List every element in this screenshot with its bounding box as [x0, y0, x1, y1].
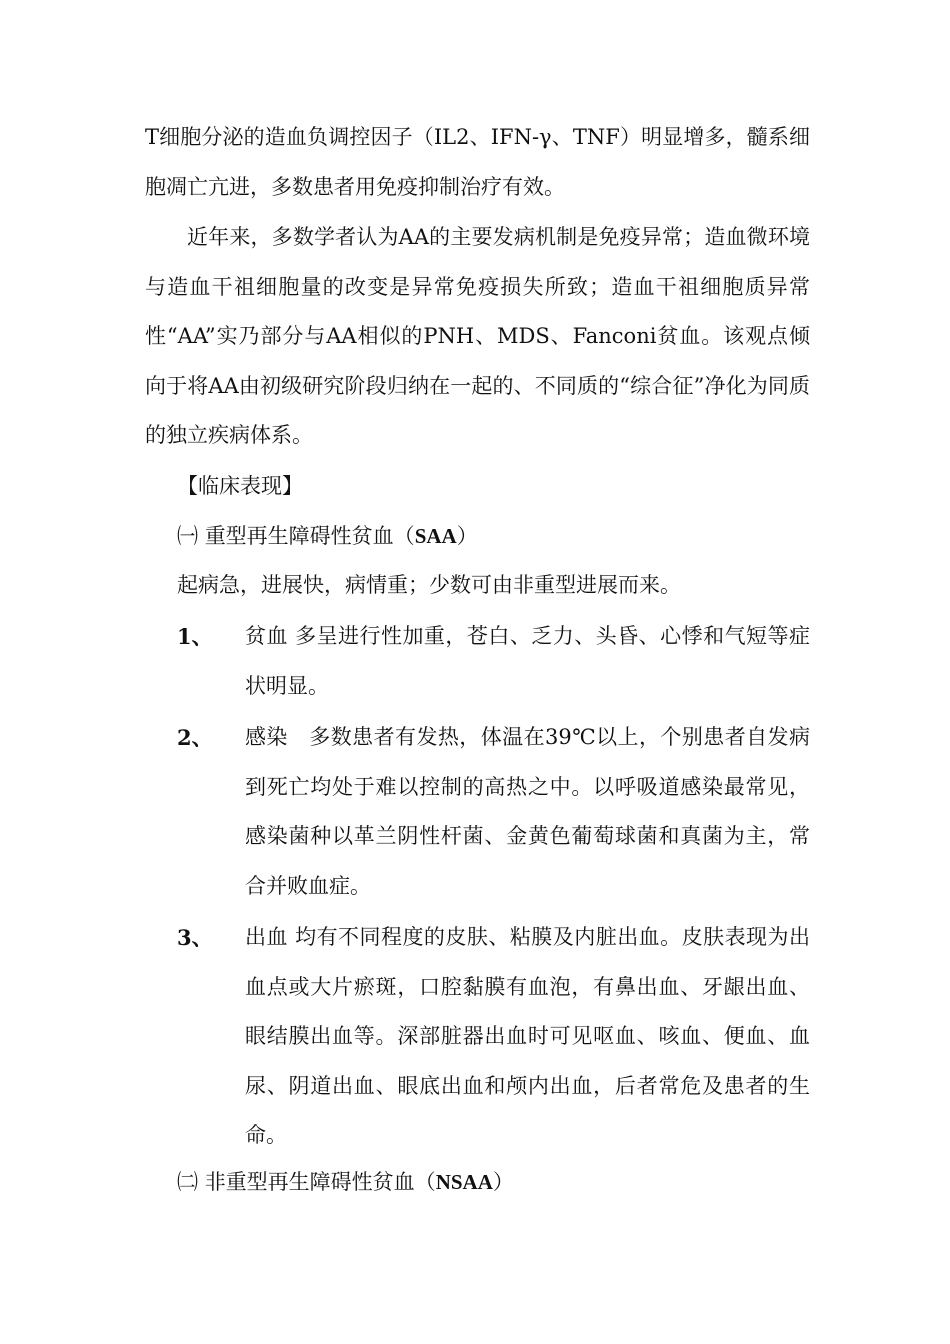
item-number: 1、 — [177, 624, 213, 649]
saa-title: 重型再生障碍性贫血（ — [204, 524, 415, 548]
nsaa-close: ） — [492, 1170, 514, 1194]
section-title: 【临床表现】 — [177, 474, 303, 498]
nsaa-abbr: NSAA — [435, 1170, 493, 1194]
item-number: 3、 — [177, 925, 213, 950]
nsaa-title: 非重型再生障碍性贫血（ — [204, 1170, 436, 1194]
intro-paragraph-1: T细胞分泌的造血负调控因子（IL2、IFN-γ、TNF）明显增多，髓系细胞凋亡亢进，多数患者用免疫抑制治疗有效。 — [145, 125, 810, 199]
saa-marker: ㈠ — [177, 524, 198, 548]
nsaa-marker: ㈡ — [177, 1170, 198, 1194]
saa-abbr: SAA — [414, 524, 457, 548]
item-text: 贫血 多呈进行性加重，苍白、乏力、头昏、心悸和气短等症状明显。 — [245, 624, 810, 698]
item-text: 出血 均有不同程度的皮肤、粘膜及内脏出血。皮肤表现为出血点或大片瘀斑，口腔黏膜有血泡，有鼻出血、牙龈出血、眼结膜出血等。深部脏器出血时可见呕血、咳血、便血、血尿、阴道出血、眼底出血和颅内出血，后者常危及患者的生命。 — [245, 925, 810, 1147]
saa-summary: 起病急，进展快，病情重；少数可由非重型进展而来。 — [177, 573, 681, 597]
intro-block-2 — [145, 213, 810, 461]
saa-heading — [177, 521, 478, 551]
item-text: 感染 多数患者有发热，体温在39℃以上，个别患者自发病到死亡均处于难以控制的高热之中。以呼吸道感染最常见，感染菌种以革兰阴性杆菌、金黄色葡萄球菌和真菌为主，常合并败血症。 — [245, 725, 810, 898]
intro-block — [145, 113, 810, 212]
nsaa-heading — [177, 1167, 514, 1197]
item-number: 2、 — [177, 725, 213, 750]
saa-close: ） — [456, 524, 478, 548]
intro-paragraph-2: 近年来，多数学者认为AA的主要发病机制是免疫异常；造血微环境与造血干祖细胞量的改变是异常免疫损失所致；造血干祖细胞质异常性“AA”实乃部分与AA相似的PNH、MDS、Fanconi贫血。该观点倾向于将AA由初级研究阶段归纳在一起的、不同质的“综合征”净化为同质的独立疾病体系。 — [145, 225, 810, 447]
